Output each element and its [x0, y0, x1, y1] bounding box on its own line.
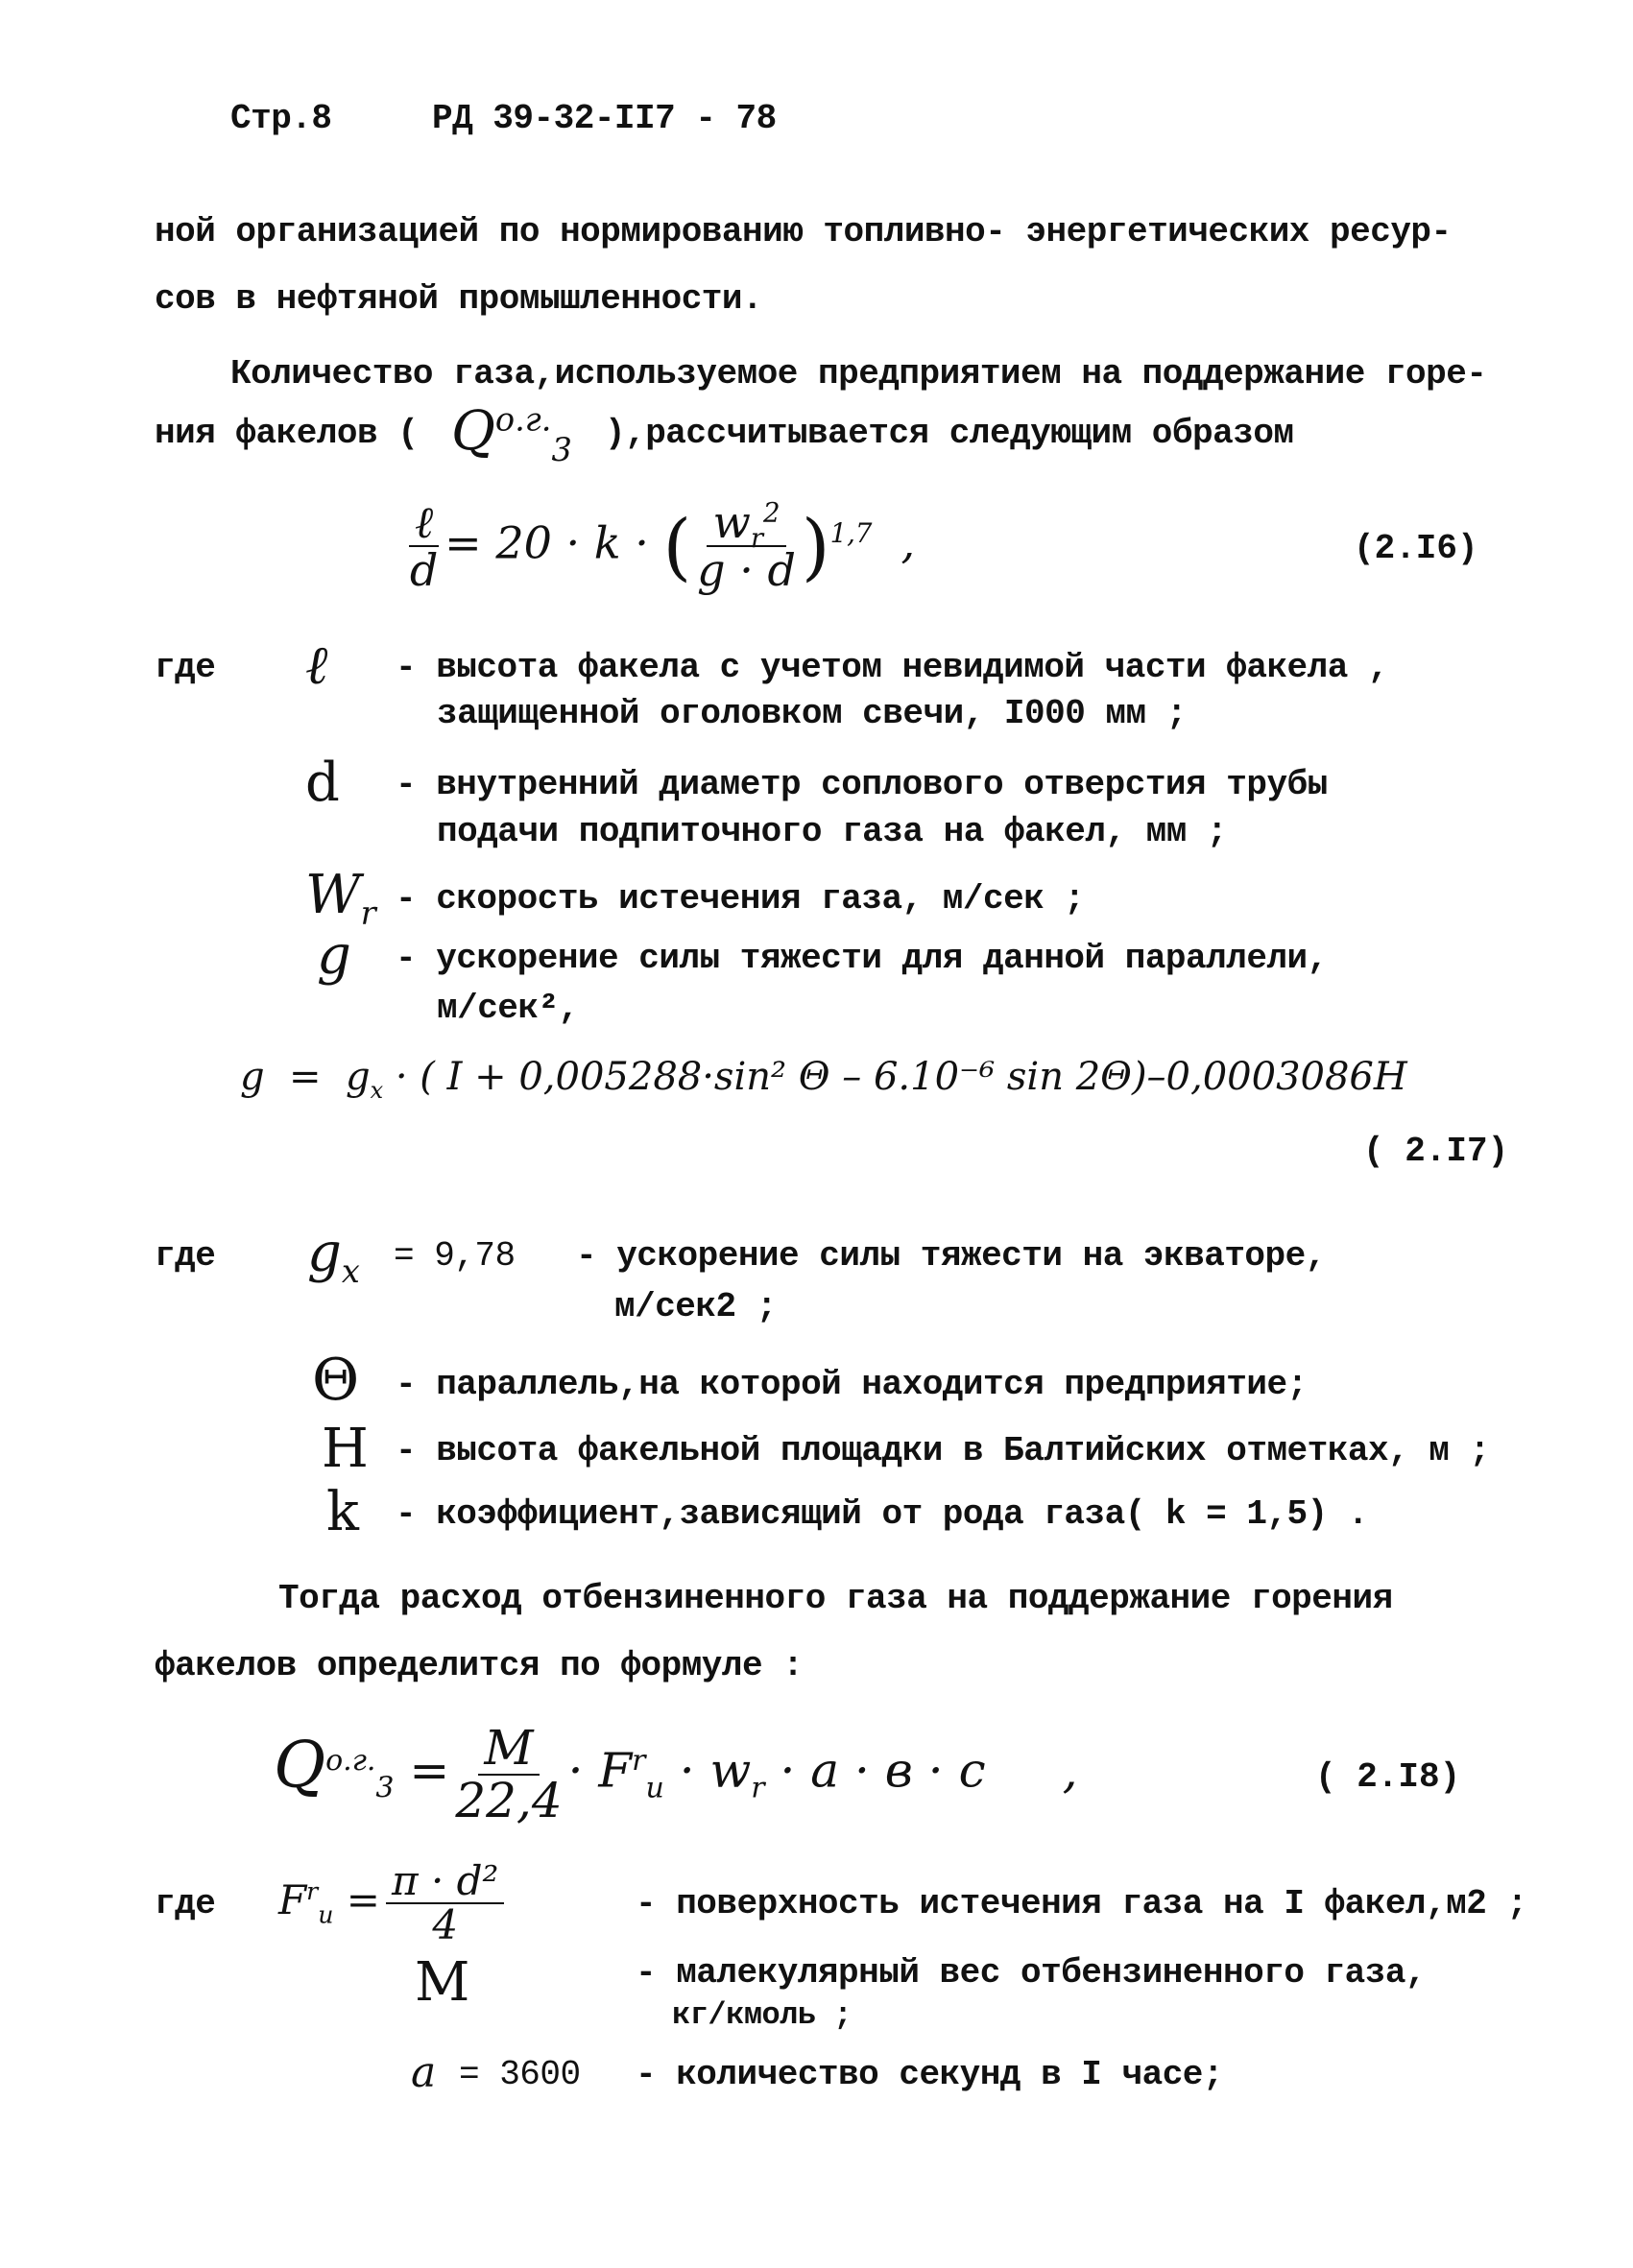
- intro-line-1: ной организацией по нормированию топливно- энергетических ресур-: [155, 212, 1452, 251]
- equation-label-2-17: ( 2.I7): [1363, 1132, 1509, 1171]
- def-a: - количество секунд в I часе;: [636, 2055, 1224, 2094]
- def-l-line-2: защищенной оголовком свечи, I000 мм ;: [437, 694, 1187, 733]
- symbol-m: M: [415, 1951, 470, 2014]
- equation-2-16: $\frac{\text{ℓ}}{d}$ = 20 · k · ( $\frac{w_r^2}{g \cdot d}$ )$^{1,7}$ ,: [409, 496, 916, 597]
- equation-label-2-18: ( 2.I8): [1315, 1757, 1461, 1797]
- def-d-line-1: - внутренний диаметр соплового отверстия трубы: [396, 765, 1328, 804]
- def-f: - поверхность истечения газа на I факел,м2 ;: [636, 1884, 1527, 1923]
- symbol-w: $W_r$: [305, 864, 376, 933]
- symbol-f-definition: $F^r_и$ = $\frac{\text{π · d²}}{4}$: [278, 1860, 510, 1946]
- page-number: Стр.8: [230, 99, 332, 138]
- def-k: - коэффициент,зависящий от рода газа( k = 1,5) .: [396, 1494, 1368, 1534]
- symbol-g: g: [317, 924, 351, 987]
- def-w-line-1: - скорость истечения газа, м/сек ;: [396, 879, 1085, 919]
- symbol-a: a: [411, 2048, 437, 2097]
- def-h: - высота факельной площадки в Балтийских отметках, м ;: [396, 1431, 1490, 1470]
- intro-line-2: сов в нефтяной промышленности.: [155, 279, 763, 319]
- where-label: где: [155, 648, 216, 687]
- a-value: = 3600: [459, 2055, 581, 2094]
- def-g-line-2: м/сек²,: [437, 989, 599, 1028]
- para1-line-2a: ния факелов (: [155, 414, 419, 453]
- para1-line-1: Количество газа,используемое предприятием на поддержание горе-: [230, 354, 1487, 394]
- symbol-d: d: [305, 752, 340, 814]
- equation-2-17: $g = g_x$ · ( I + 0,005288·sin² Θ – 6.10⁻⁶ sin 2Θ)–0,0003086H: [240, 1055, 1407, 1104]
- def-l-line-1: - высота факела с учетом невидимой части факела ,: [396, 648, 1389, 687]
- def-m-line-1: - малекулярный вес отбензиненного газа,: [636, 1953, 1427, 1993]
- def-m-line-2: кг/кмоль ;: [672, 1997, 853, 2033]
- def-gx-line-2: м/сек2 ;: [614, 1287, 777, 1326]
- symbol-k: k: [326, 1481, 359, 1543]
- gx-value: = 9,78: [394, 1236, 516, 1276]
- para2-line-1: Тогда расход отбензиненного газа на поддержание горения: [278, 1579, 1393, 1618]
- def-gx-line-1: - ускорение силы тяжести на экваторе,: [576, 1236, 1326, 1276]
- def-theta: - параллель,на которой находится предприятие;: [396, 1365, 1308, 1404]
- document-code: РД 39-32-II7 - 78: [432, 99, 777, 138]
- def-d-line-2: подачи подпиточного газа на факел, мм ;: [437, 812, 1228, 851]
- para2-line-2: факелов определится по формуле :: [155, 1646, 804, 1685]
- symbol-q-inline: $Q^{о.г.}_3$: [451, 400, 572, 469]
- para1-line-2b: ),рассчитывается следующим образом: [605, 414, 1294, 453]
- equation-2-18: $Q^{о.г.}_3$ = $\frac{M}{22,4}$ · $F^r_и \cdot w_r \cdot a \cdot в \cdot c$ ,: [274, 1720, 1078, 1828]
- symbol-gx: $g_x$: [307, 1222, 360, 1291]
- def-g-line-1: - ускорение силы тяжести для данной параллели,: [396, 939, 1328, 978]
- symbol-l: ℓ: [305, 634, 328, 697]
- where-label-3: где: [155, 1884, 216, 1923]
- symbol-theta: Θ: [312, 1347, 360, 1414]
- where-label-2: где: [155, 1236, 216, 1276]
- symbol-h: H: [322, 1418, 369, 1480]
- equation-label-2-16: (2.I6): [1354, 529, 1478, 568]
